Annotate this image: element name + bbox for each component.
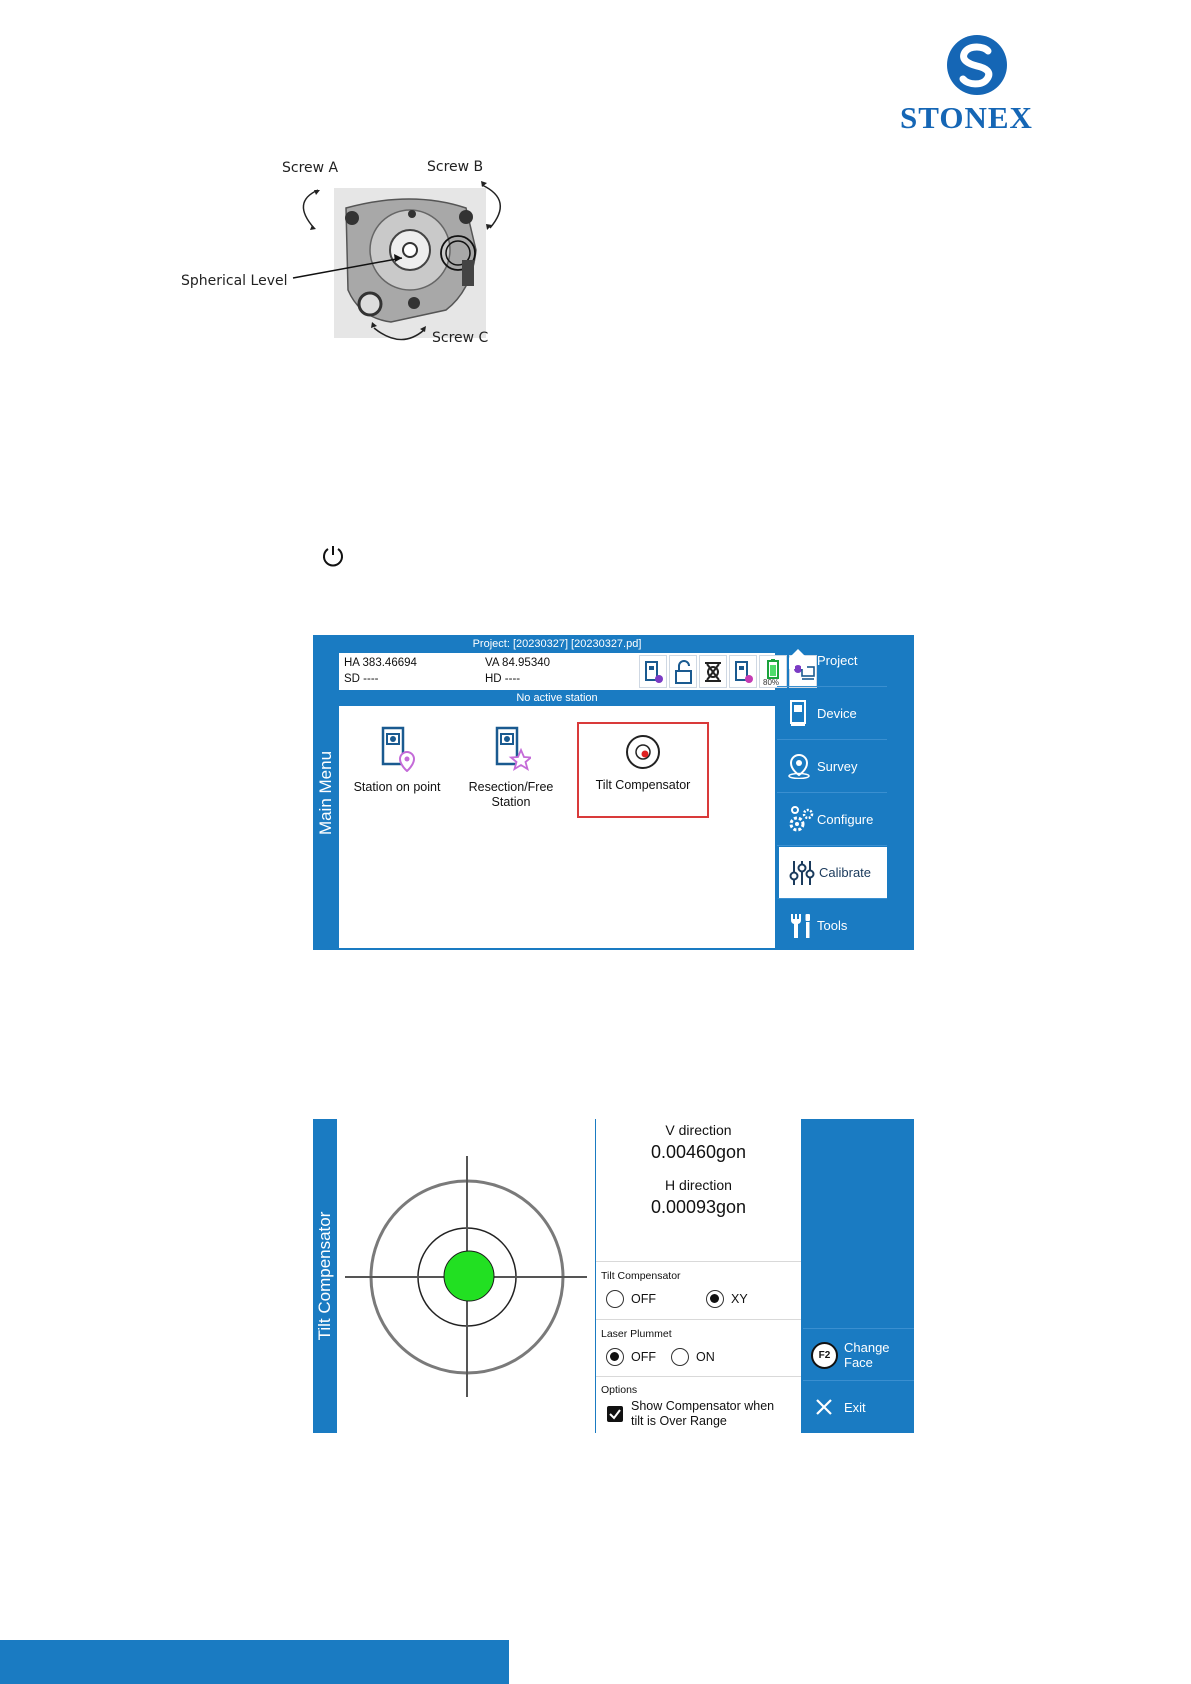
laser-on-label: ON [696, 1350, 715, 1364]
exit-button[interactable] [803, 1382, 914, 1433]
show-compensator-checkbox[interactable] [607, 1406, 623, 1422]
change-face-label: Change Face [844, 1340, 890, 1370]
instrument-settings-icon[interactable] [729, 655, 757, 688]
station-status-bar: No active station [516, 692, 598, 704]
power-icon [320, 543, 346, 569]
resection-label-line1: Resection/Free [468, 780, 554, 794]
home-icon [787, 647, 809, 671]
nav-device[interactable]: Device [777, 688, 887, 740]
tribrach-figure [176, 150, 506, 350]
sliders-icon [789, 859, 815, 887]
tribrach-illustration [176, 150, 506, 350]
stonex-s-logo-icon [946, 34, 1008, 96]
compensator-panel [596, 1119, 801, 1433]
change-face-button[interactable] [803, 1328, 914, 1381]
side-title: Main Menu [316, 750, 335, 836]
tilt-compensator-icon [625, 734, 661, 770]
tilt-compensator-tile[interactable] [577, 722, 709, 818]
station-on-point-tile[interactable] [347, 726, 447, 795]
station-on-point-label: Station on point [353, 780, 441, 794]
instrument-status-icon[interactable] [639, 655, 667, 688]
va-reading: VA 84.95340 [485, 657, 551, 669]
measurement-bar [339, 653, 780, 690]
nav-project[interactable]: Project [777, 635, 887, 687]
compensator-status-icon[interactable] [699, 655, 727, 688]
function-keys [803, 1119, 914, 1433]
bubble-target [337, 1119, 595, 1433]
resection-label-line2: Station [491, 795, 531, 809]
laser-off-radio[interactable] [606, 1348, 624, 1366]
laser-plummet-title: Laser Plummet [601, 1328, 672, 1340]
lock-icon[interactable] [669, 655, 697, 688]
nav-configure[interactable]: Configure [777, 794, 887, 846]
laser-on-radio[interactable] [671, 1348, 689, 1366]
exit-label: Exit [844, 1400, 866, 1415]
options-title: Options [601, 1384, 638, 1396]
project-bar: Project: [20230327] [20230327.pd] [472, 638, 642, 650]
survey-pin-icon [787, 753, 811, 779]
resection-station-icon [491, 726, 531, 772]
tilt-off-label: OFF [631, 1292, 656, 1306]
screw-a-label: Screw A [282, 160, 339, 176]
h-direction-label: H direction [665, 1177, 732, 1193]
f2-key-icon: F2 [811, 1342, 838, 1369]
screw-b-label: Screw B [427, 159, 484, 175]
battery-level: 80% [763, 678, 780, 687]
h-direction-value: 0.00093gon [650, 1197, 747, 1217]
close-icon [815, 1398, 833, 1416]
v-direction-label: V direction [665, 1122, 732, 1138]
v-direction-value: 0.00460gon [650, 1142, 747, 1162]
nav-survey[interactable]: Survey [777, 741, 887, 793]
screw-c-label: Screw C [432, 330, 489, 346]
hd-reading: HD ---- [485, 673, 521, 685]
tilt-xy-radio[interactable] [706, 1290, 724, 1308]
main-menu-screen [313, 635, 914, 950]
level-bubble [444, 1251, 494, 1301]
show-compensator-label: Show Compensator when tilt is Over Range [631, 1399, 775, 1428]
resection-free-station-tile[interactable] [461, 726, 561, 810]
tilt-xy-label: XY [731, 1292, 748, 1306]
nav-calibrate[interactable]: Calibrate [777, 847, 887, 899]
gears-icon [787, 806, 815, 834]
footer-bar [0, 1640, 509, 1684]
menu-content [339, 706, 775, 948]
level-bubble-view [337, 1119, 595, 1433]
side-navigation [777, 635, 914, 950]
checkmark-icon [607, 1406, 623, 1422]
station-on-point-icon [377, 726, 417, 772]
tilt-compensator-screen: Tilt Compensator V direction 0.00460gon H direction 0.00093gon Tilt Compensator OFF XY Laser Plummet OFF ON Options Show Compensator when tilt is Over Range F2 Change Face Exit [313, 1119, 914, 1433]
brand-wordmark: STONEX [900, 100, 1033, 135]
tilt-off-radio[interactable] [606, 1290, 624, 1308]
stonex-logo [896, 34, 1046, 134]
ha-reading: HA 383.46694 [344, 657, 417, 669]
tilt-compensator-tile-label: Tilt Compensator [595, 778, 691, 792]
tools-icon [787, 912, 813, 940]
nav-tools[interactable]: Tools [777, 900, 887, 952]
spherical-level-label: Spherical Level [181, 273, 288, 289]
tilt-compensator-title: Tilt Compensator [601, 1270, 681, 1282]
laser-off-label: OFF [631, 1350, 656, 1364]
sd-reading: SD ---- [344, 673, 379, 685]
device-icon [787, 700, 809, 726]
